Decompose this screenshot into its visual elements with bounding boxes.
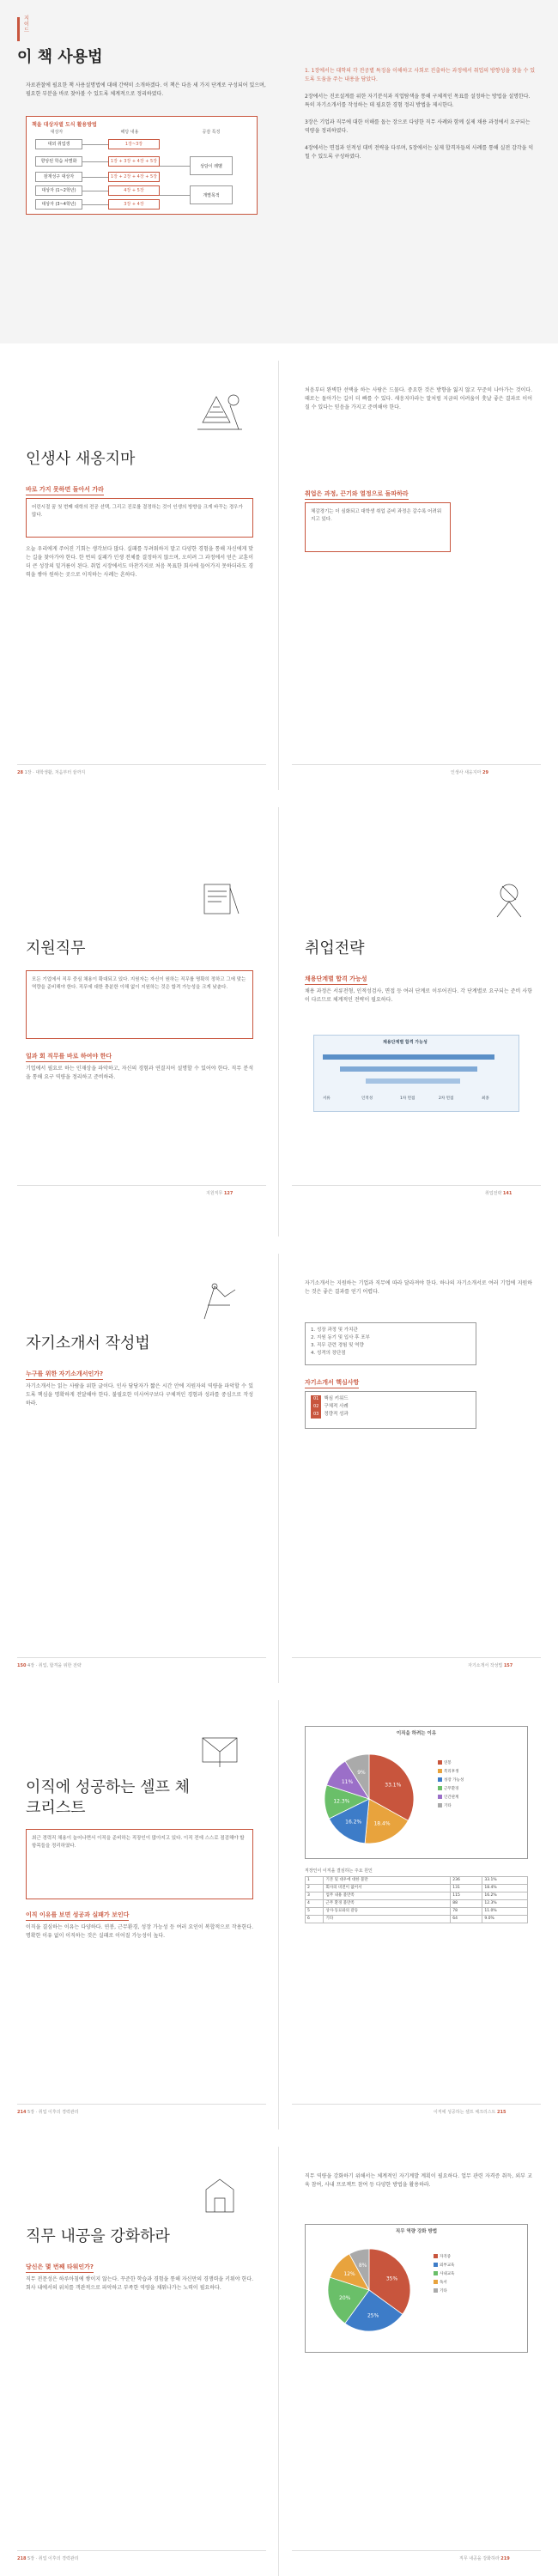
quote-box: 모든 기업에서 직무 중심 채용이 확대되고 있다. 지원자는 자신이 원하는 직무를 명확히 정하고 그에 맞는 역량을 준비해야 한다. 직무에 대한 충분한 이해 없이 지원하는 것은 합격 가능성을 크게 낮춘다. [26,970,253,1039]
body-text: 직무 역량을 강화하기 위해서는 체계적인 자기계발 계획이 필요하다. 업무 관련 자격증 취득, 외부 교육 참여, 사내 프로젝트 참여 등 다양한 방법을 활용하라. [305,2173,532,2188]
subhead: 채용단계별 합격 가능성 [305,975,367,985]
spread-competency [0,2147,558,2576]
table-cell: 64 [451,1916,482,1923]
fc-header: 공감 특징 [202,130,221,135]
footer [485,1190,512,1196]
table-cell: 6 [306,1916,324,1923]
checklist-item: 2. 지원 동기 및 입사 후 포부 [311,1335,370,1340]
page-left [0,1254,279,1683]
legend-swatch [434,2263,438,2267]
timeline-step: 인적성 [361,1097,373,1101]
table-cell: 9.0% [482,1916,528,1923]
table-cell: 근무 환경 불만족 [324,1900,451,1908]
footer [206,1190,233,1196]
legend-swatch [438,1760,442,1765]
page-number: 141 [502,1191,513,1196]
legend-label: 자격증 [440,2255,452,2259]
connector [82,144,108,145]
illustration-icon [196,1279,244,1326]
legend-entry [438,1769,458,1774]
pie-data-label: 8% [358,2263,367,2269]
legend-entry [434,2271,454,2276]
table-caption: 직장인이 이직을 결심하는 주요 원인 [305,1868,373,1874]
divider [17,2550,266,2551]
pie-data-label: 18.4% [373,1820,391,1827]
table-row [306,1900,528,1908]
fc-node: 개별목적 [190,185,233,204]
table-cell: 131 [451,1885,482,1893]
key-point-text: 정량적 성과 [324,1412,349,1417]
legend-label: 사내교육 [440,2272,455,2276]
page-number: 219 [500,2556,510,2561]
legend-swatch [434,2254,438,2258]
table-cell: 16.2% [482,1893,528,1900]
table-row [306,1877,528,1885]
divider [292,1657,541,1658]
legend-swatch [438,1795,442,1799]
table-cell: 3 [306,1893,324,1900]
guide-para: 2장에서는 진로설계를 위한 자기분석과 직업탐색을 통해 구체적인 목표를 설정하는 방법을 설명한다. 특히 자기소개서를 작성하는 데 필요한 경험 정리 방법을 제시한다. [305,94,531,108]
timeline-step: 최종 [482,1097,489,1101]
table-cell: 12.3% [482,1900,528,1908]
timeline-bar [323,1054,494,1060]
legend-swatch [438,1777,442,1782]
flowchart-title: 책을 대상자별 도식 활용방법 [32,122,97,128]
checklist-item: 1. 성장 과정 및 가치관 [311,1327,358,1333]
legend-entry [438,1760,452,1765]
pill-badge: 01 [311,1395,321,1403]
page-number: 150 [17,1663,27,1668]
subhead: 취업은 과정, 끈기와 열정으로 돌파하라 [305,489,409,500]
pie-data-label: 12% [343,2271,355,2278]
footer-text: 지원직무 [206,1191,223,1196]
quote-box: 체감경기는 더 심화되고 대학생 취업 준비 과정은 갈수록 어려워지고 있다. [305,502,451,552]
subhead: 누구를 위한 자기소개서인가? [26,1370,103,1380]
table-cell: 2 [306,1885,324,1893]
chapter-title: 취업전략 [305,939,365,957]
divider [17,1657,266,1658]
guide-text [305,67,537,170]
table-row [306,1908,528,1916]
page-title: 이 책 사용법 [17,48,103,66]
subhead: 일과 회 직무를 바로 하여야 한다 [26,1052,112,1062]
page-right [279,1254,558,1683]
timeline-step: 1차 면접 [400,1097,415,1101]
body-text: 이직을 결심하는 이유는 다양하다. 연봉, 근무환경, 성장 가능성 등 여러 요인이 복합적으로 작용한다. 명확한 이유 없이 이직하는 것은 실패로 이어질 가능성이 높다. [26,1924,253,1939]
table-cell: 236 [451,1877,482,1885]
illustration-icon [196,2172,244,2219]
body-text: 자기소개서는 지원하는 기업과 직무에 따라 달라져야 한다. 하나의 자기소개서로 여러 기업에 지원하는 것은 좋은 결과를 얻기 어렵다. [305,1280,532,1295]
legend-label: 연봉 [444,1761,452,1765]
subhead: 당신은 몇 번째 타워인가? [26,2263,94,2273]
legend-swatch [438,1786,442,1790]
fc-node: 4장 + 5장 [108,185,160,196]
pie-data-label: 25% [367,2312,379,2319]
table-cell: 기본 및 대우에 대한 불만 [324,1877,451,1885]
legend-label: 근무환경 [444,1787,459,1791]
table-row [306,1893,528,1900]
timeline-bar [366,1078,460,1084]
footer [468,1662,513,1668]
pie-data-label: 12.3% [333,1798,350,1805]
key-point [311,1403,470,1411]
timeline-step: 2차 면접 [439,1097,454,1101]
guide-para: 3장은 기업과 직무에 대한 이해를 돕는 장으로 다양한 직무 사례와 함께 실제 채용 과정에서 요구되는 역량을 정리하였다. [305,119,531,134]
page-right [279,1700,558,2129]
pill-badge: 03 [311,1411,321,1419]
fc-node: 대상자 (3~4학년) [35,199,82,210]
subhead: 바로 가지 못하면 돌아서 가라 [26,485,104,495]
legend-entry [434,2254,451,2259]
fc-header: 대상자 [50,130,64,135]
legend-entry [434,2280,447,2285]
chapter-title: 인생사 새옹지마 [26,450,136,468]
table-cell: 4 [306,1900,324,1908]
divider [17,1185,266,1186]
legend-label: 인간관계 [444,1795,459,1800]
divider [17,2104,266,2105]
key-point [311,1395,470,1403]
subhead: 자기소개서 핵심사항 [305,1378,359,1388]
spread-jobchange [0,1700,558,2129]
pie-chart [322,2243,416,2337]
fc-node: 1장~3장 [108,139,160,149]
chapter-title: 이직에 성공하는 셀프 체크리스트 [26,1778,191,1817]
pie-data-label: 20% [339,2295,351,2302]
key-point [311,1411,470,1419]
page-number: 214 [17,2110,27,2115]
fc-node: 잠재성구 대상자 [35,172,82,182]
page-right [279,807,558,1236]
legend-label: 외부교육 [440,2263,455,2268]
footer-text: 이직에 성공하는 셀프 체크리스트 [434,2110,496,2115]
page-number: 157 [503,1663,513,1668]
divider [292,2550,541,2551]
legend-swatch [438,1769,442,1773]
footer [17,769,85,775]
page-guide-right [279,0,558,343]
fc-node: 1장 + 3장 + 4장 + 5장 [108,156,160,167]
legend-entry [434,2288,447,2293]
footer-text: 인생사 새옹지마 [451,770,482,775]
pie-data-label: 11% [341,1779,354,1786]
timeline-step: 서류 [323,1097,331,1101]
spread-job [0,807,558,1236]
page-right [279,2147,558,2576]
key-points-box [305,1391,476,1429]
page-right [279,361,558,790]
checklist-box [305,1322,476,1365]
legend-swatch [434,2280,438,2284]
legend-label: 독서 [440,2281,447,2285]
intro-text: 자료관찰에 필요한 책 사용설명법에 대해 간략히 소개하겠다. 이 책은 다음 세 가지 단계로 구성되어 있으며, 필요한 부분을 바로 찾아볼 수 있도록 체계적으로 정리하였다. [26,82,266,97]
table-cell: 78 [451,1908,482,1916]
divider [292,2104,541,2105]
table-cell: 기타 [324,1916,451,1923]
fc-node: 대외 취업생 [35,139,82,149]
legend-swatch [434,2288,438,2293]
connector [160,166,190,167]
pie-data-label: 9% [357,1770,366,1777]
table-cell: 115 [451,1893,482,1900]
spread-saeongjima [0,361,558,790]
page-number: 215 [496,2110,506,2115]
guide-para: 4장에서는 면접과 인적성 대비 전략을 다루며, 5장에서는 실제 합격자들의 사례를 통해 실전 감각을 익힐 수 있도록 구성하였다. [305,145,534,160]
illustration-icon [196,1726,244,1772]
subhead: 이직 이유를 보면 성공과 실패가 보인다 [26,1911,129,1921]
pie-chart [318,1747,421,1850]
body-text: 기업에서 필요로 하는 인재상을 파악하고, 자신의 경험과 연결지어 설명할 수 있어야 한다. 직무 분석을 통해 요구 역량을 정리하고 준비하라. [26,1066,253,1080]
quote-box: 어린시절 꿈 첫 번째 대학의 전공 선택, 그리고 진로를 결정하는 것이 인생의 방향을 크게 바꾸는 경우가 많다. [26,498,253,538]
pie-data-label: 33.1% [385,1782,402,1789]
fc-node: 향상된 학습 차별화 [35,156,82,167]
chapter-title: 자기소개서 작성법 [26,1334,150,1352]
page-left [0,807,279,1236]
illustration-icon [196,876,244,922]
timeline-chart [313,1035,519,1112]
legend-swatch [438,1803,442,1807]
fc-node: 1장 + 2장 + 4장 + 5장 [108,172,160,182]
footer-text: 직무 내공을 강화하라 [459,2556,500,2561]
footer-text: 4장 · 취업, 합격을 위한 전략 [27,1663,82,1668]
reasons-table [305,1876,528,1923]
legend-swatch [434,2271,438,2275]
connector [82,161,108,162]
body-text: 채용 과정은 서류전형, 인적성검사, 면접 등 여러 단계로 이루어진다. 각 단계별로 요구되는 준비 사항이 다르므로 체계적인 전략이 필요하다. [305,988,532,1003]
legend-entry [438,1803,452,1808]
pie-data-label: 35% [385,2275,398,2282]
table-row [306,1885,528,1893]
table-row [306,1916,528,1923]
footer [451,769,488,775]
legend-label: 복리후생 [444,1770,459,1774]
table-cell: 업무 내용 불만족 [324,1893,451,1900]
legend-label: 기타 [444,1804,452,1808]
footer-text: 5장 · 취업 이후의 경력관리 [27,2556,79,2561]
table-cell: 18.4% [482,1885,528,1893]
footer [17,2109,78,2115]
footer [17,2555,78,2561]
footer-text: 취업전략 [485,1191,502,1196]
chapter-title: 직무 내공을 강화하라 [26,2227,170,2245]
page-number: 29 [482,770,488,775]
key-point-text: 핵심 키워드 [324,1396,349,1401]
chart-title: 이직을 하려는 이유 [396,1731,437,1736]
legend-label: 성장 가능성 [444,1778,464,1783]
pill-badge: 02 [311,1403,321,1411]
body-text: 직무 전문성은 하루아침에 쌓이지 않는다. 꾸준한 학습과 경험을 통해 자신만의 경쟁력을 키워야 한다. 회사 내에서의 위치를 객관적으로 파악하고 부족한 역량을 채워나가는 노력이 필요하다. [26,2276,253,2291]
divider [17,764,266,765]
spread-guide [0,0,558,343]
page-left [0,2147,279,2576]
legend-entry [434,2263,454,2268]
footer [434,2109,506,2115]
page-number: 28 [17,770,23,775]
illustration-icon [196,388,244,434]
guide-para: 1. 1장에서는 대학의 각 전공별 특징을 이해하고 사회로 진출하는 과정에서 취업의 방향성을 찾을 수 있도록 도움을 주는 내용을 담았다. [305,68,536,82]
spread-resume [0,1254,558,1683]
connector [82,177,108,178]
checklist-item: 4. 성격의 장단점 [311,1351,346,1356]
legend-entry [438,1786,458,1791]
body-text: 처음부터 완벽한 선택을 하는 사람은 드물다. 중요한 것은 방향을 잃지 않고 꾸준히 나아가는 것이다. 때로는 돌아가는 길이 더 빠를 수 있다. 새옹지마라는 말처럼 지금의 어려움이 훗날 좋은 결과로 이어질 수 있다는 믿음을 가지고 준비해야 한다. [305,387,532,410]
body-text: 자기소개서는 읽는 사람을 위한 글이다. 인사 담당자가 짧은 시간 안에 지원자의 역량을 파악할 수 있도록 핵심을 명확하게 전달해야 한다. 불필요한 미사여구보다 구체적인 경험과 성과를 중심으로 작성하라. [26,1383,253,1406]
page-number: 127 [223,1191,234,1196]
pie-data-label: 16.2% [345,1819,362,1826]
chapter-title: 지원직무 [26,939,86,957]
section-label: 지 이 드 [24,15,29,33]
key-point-text: 구체적 사례 [324,1404,349,1409]
checklist-item: 3. 직무 관련 경험 및 역량 [311,1343,364,1348]
footer-text: 자기소개서 작성법 [468,1663,503,1668]
page-left [0,361,279,790]
divider [292,764,541,765]
quote-box: 최근 경력직 채용이 늘어나면서 이직을 준비하는 직장인이 많아지고 있다. 이직 전에 스스로 점검해야 할 항목들을 정리하였다. [26,1829,253,1899]
fc-node: 대상자 (1~2학년) [35,185,82,196]
page-guide-left [0,0,279,343]
chart-title: 직무 역량 강화 방법 [395,2229,438,2234]
illustration-icon [485,876,533,922]
flowchart-box [26,116,258,215]
fc-node: 상담이 레벨 [190,156,233,175]
footer [17,1662,82,1668]
table-cell: 11.0% [482,1908,528,1916]
legend-entry [438,1795,458,1800]
table-cell: 88 [451,1900,482,1908]
footer [459,2555,510,2561]
body-text: 오늘 우리에게 주어진 기회는 생각보다 많다. 실패를 두려워하지 말고 다양한 경험을 통해 자신에게 맞는 길을 찾아가야 한다. 한 번의 실패가 인생 전체를 결정하지 않으며, 오히려 그 과정에서 얻은 교훈이 더 큰 성장의 밑거름이 된다. 취업 시장에서도 마찬가지로 처음 목표한 회사에 들어가지 못하더라도 경력을 쌓아 원하는 곳으로 이직하는 사례는 흔하다. [26,546,253,578]
accent-bar [17,17,20,41]
footer-text: 1장 · 대학생활, 처음부터 끝까지 [24,770,86,775]
connector [82,204,108,205]
page-number: 218 [17,2556,27,2561]
fc-node: 3장 + 4장 [108,199,160,210]
timeline-title: 채용단계별 합격 가능성 [383,1040,428,1045]
timeline-bar [340,1066,477,1072]
table-cell: 5 [306,1908,324,1916]
connector [160,195,190,196]
table-cell: 상사·동료와의 갈등 [324,1908,451,1916]
fc-header: 해당 내용 [120,130,139,135]
divider [292,1185,541,1186]
footer-text: 5장 · 취업 이후의 경력관리 [27,2110,79,2115]
legend-entry [438,1777,464,1783]
table-cell: 33.1% [482,1877,528,1885]
legend-label: 기타 [440,2289,447,2293]
page-left [0,1700,279,2129]
table-cell: 회사의 비전이 없어서 [324,1885,451,1893]
table-cell: 1 [306,1877,324,1885]
